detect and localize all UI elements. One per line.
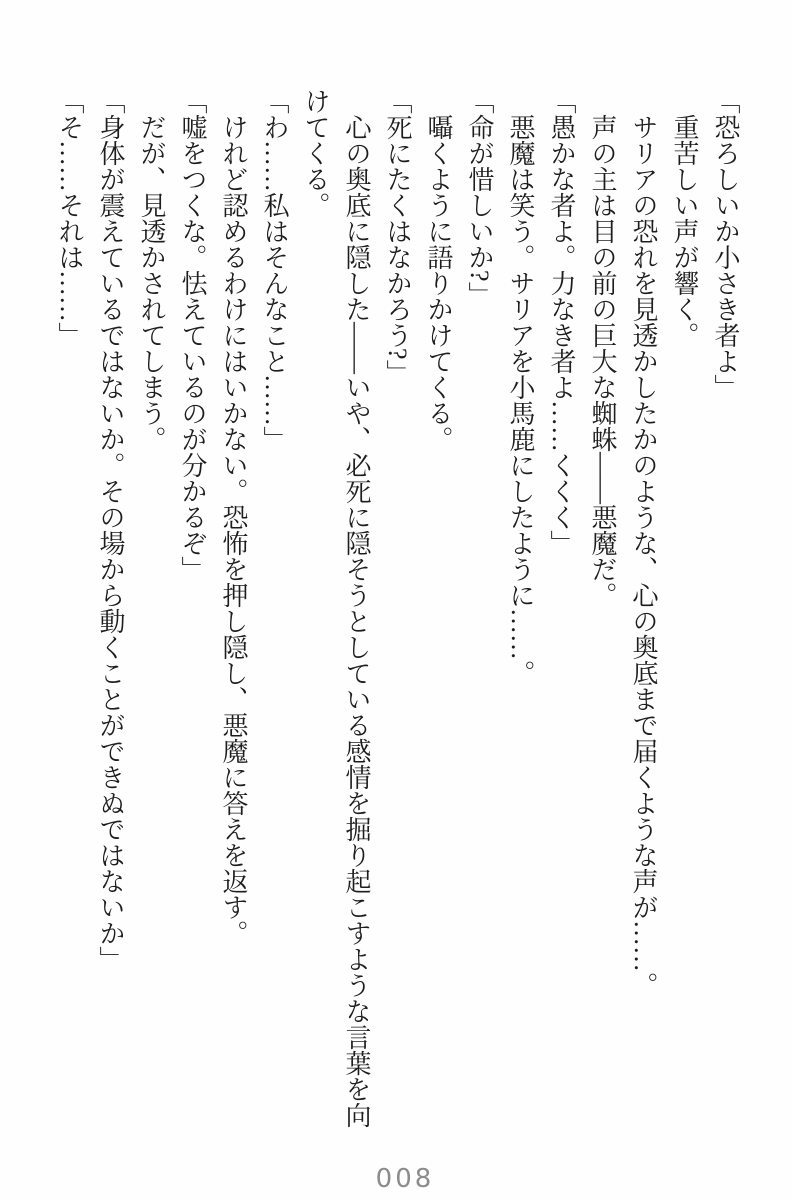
vertical-text-block bbox=[49, 88, 746, 1136]
narration-line: 悪魔は笑う。サリアを小馬鹿にしたように……。 bbox=[506, 114, 535, 686]
narration-line: 囁くように語りかけてくる。 bbox=[424, 114, 453, 452]
dialogue-line: 「身体が震えているではないか。その場から動くことができぬではないか」 bbox=[96, 88, 125, 972]
dialogue-line: 「死にたくはなかろう?」 bbox=[383, 88, 412, 386]
dialogue-line: 「そ……それは……」 bbox=[55, 88, 84, 348]
dialogue-line: 「嘘をつくな。怯えているのが分かるぞ」 bbox=[178, 88, 207, 582]
narration-line: 声の主は目の前の巨大な蜘蛛――悪魔だ。 bbox=[588, 114, 617, 608]
narration-line: 心の奥底に隠した――いや、必死に隠そうとしている感情を掘り起こすような言葉を向 bbox=[342, 114, 371, 1128]
dialogue-line: 「わ……私はそんなこと……」 bbox=[260, 88, 289, 452]
dialogue-line: 「恐ろしいか小さき者よ」 bbox=[711, 88, 740, 400]
page-number: 008 bbox=[375, 1164, 435, 1194]
narration-line: サリアの恐れを見透かしたかのような、心の奥底まで届くような声が……。 bbox=[629, 114, 658, 998]
dialogue-line: 「命が惜しいか?」 bbox=[465, 88, 494, 308]
narration-line-continuation: けてくる。 bbox=[301, 88, 330, 218]
dialogue-line: 「愚かな者よ。力なき者よ……くくく」 bbox=[547, 88, 576, 556]
narration-line: けれど認めるわけにはいかない。恐怖を押し隠し、悪魔に答えを返す。 bbox=[219, 114, 248, 946]
narration-line: 重苦しい声が響く。 bbox=[670, 114, 699, 348]
narration-line: だが、見透かされてしまう。 bbox=[137, 114, 166, 452]
